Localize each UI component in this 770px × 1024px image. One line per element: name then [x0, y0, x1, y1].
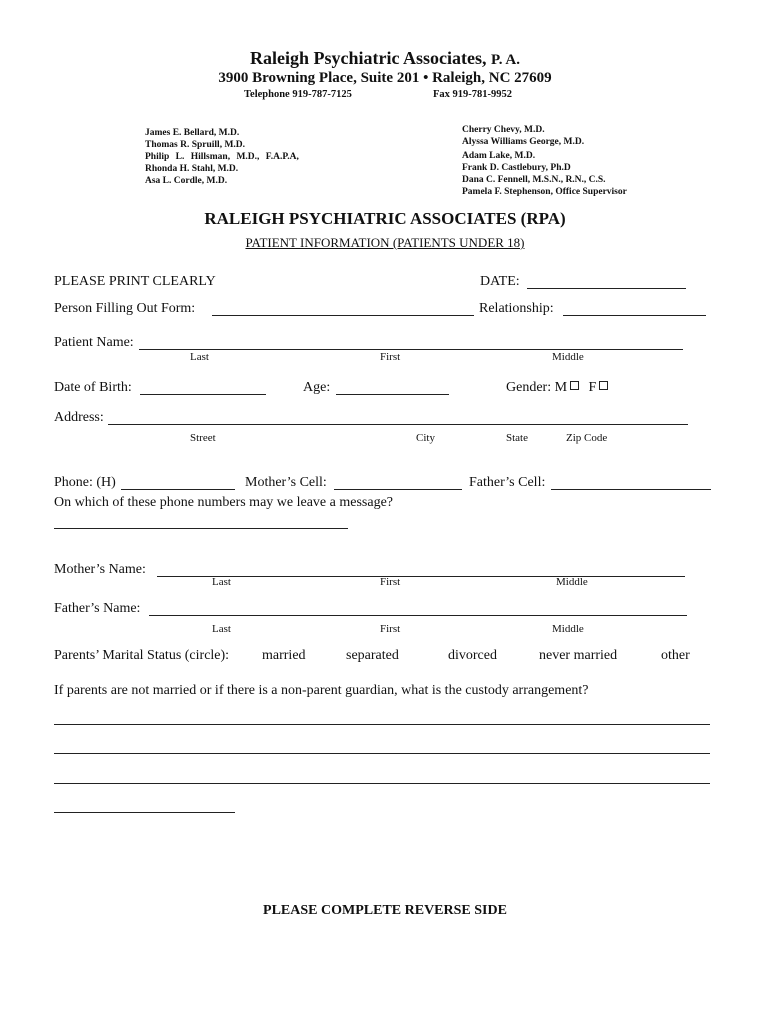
dob-label: Date of Birth:	[54, 380, 132, 395]
doctor-name: Pamela F. Stephenson, Office Supervisor	[462, 187, 627, 197]
relationship-field[interactable]	[563, 315, 706, 316]
city-caption: City	[416, 432, 435, 444]
father-middle-caption: Middle	[552, 623, 584, 635]
gender-m-checkbox[interactable]	[570, 381, 579, 390]
doctor-name: Thomas R. Spruill, M.D.	[145, 140, 246, 150]
doctor-name: Adam Lake, M.D.	[462, 151, 536, 161]
marital-status-label: Parents’ Marital Status (circle):	[54, 648, 230, 663]
state-caption: State	[506, 432, 528, 444]
practice-address: 3900 Browning Place, Suite 201 • Raleigh, NC 27609	[218, 70, 552, 86]
gender-f-checkbox[interactable]	[599, 381, 608, 390]
doctors-right-list	[462, 124, 627, 198]
marital-option-never-married[interactable]: never married	[539, 648, 618, 663]
patient-first-caption: First	[380, 351, 401, 363]
marital-option-other[interactable]: other	[661, 648, 690, 663]
doctor-name: Dana C. Fennell, M.S.N., R.N., C.S.	[462, 175, 606, 185]
practice-suffix: P. A.	[490, 52, 521, 68]
doctor-name: Cherry Chevy, M.D.	[462, 125, 545, 135]
fathers-name-label: Father’s Name:	[54, 601, 141, 616]
mother-last-caption: Last	[212, 576, 231, 588]
marital-option-divorced[interactable]: divorced	[448, 648, 497, 663]
mothers-cell-field[interactable]	[334, 489, 462, 490]
gender-m-label: Gender: M	[506, 380, 568, 395]
doctor-name: Rhonda H. Stahl, M.D.	[145, 164, 239, 174]
father-last-caption: Last	[212, 623, 231, 635]
mothers-name-field[interactable]	[157, 576, 685, 577]
message-question: On which of these phone numbers may we leave a message?	[54, 495, 393, 510]
street-caption: Street	[190, 432, 216, 444]
gender-group	[506, 380, 608, 396]
form-title: RALEIGH PSYCHIATRIC ASSOCIATES (RPA)	[204, 209, 566, 228]
fathers-cell-label: Father’s Cell:	[469, 475, 546, 490]
marital-option-separated[interactable]: separated	[346, 648, 399, 663]
doctor-name: Alyssa Williams George, M.D.	[462, 137, 585, 147]
custody-line-2[interactable]	[54, 753, 710, 754]
fathers-name-field[interactable]	[149, 615, 687, 616]
patient-last-caption: Last	[190, 351, 209, 363]
phone-home-label: Phone: (H)	[54, 475, 116, 490]
doctor-name: Frank D. Castlebury, Ph.D	[462, 163, 571, 173]
address-label: Address:	[54, 410, 104, 425]
mothers-cell-label: Mother’s Cell:	[245, 475, 327, 490]
patient-middle-caption: Middle	[552, 351, 584, 363]
doctor-name: James E. Bellard, M.D.	[145, 128, 240, 138]
dob-field[interactable]	[140, 394, 266, 395]
telephone: Telephone 919-787-7125	[244, 89, 352, 100]
practice-name	[0, 48, 770, 69]
patient-name-label: Patient Name:	[54, 335, 134, 350]
zip-caption: Zip Code	[566, 432, 608, 444]
custody-line-1[interactable]	[54, 724, 710, 725]
custody-line-4[interactable]	[54, 812, 235, 813]
custody-question: If parents are not married or if there is a non-parent guardian, what is the custody arrangement?	[54, 683, 589, 698]
message-phone-field[interactable]	[54, 528, 348, 529]
person-filling-label: Person Filling Out Form:	[54, 301, 196, 316]
father-first-caption: First	[380, 623, 401, 635]
relationship-label: Relationship:	[479, 301, 554, 316]
mother-middle-caption: Middle	[556, 576, 588, 588]
marital-option-married[interactable]: married	[262, 648, 306, 663]
form-subtitle: PATIENT INFORMATION (PATIENTS UNDER 18)	[245, 235, 525, 250]
print-clearly: PLEASE PRINT CLEARLY	[54, 274, 216, 289]
fathers-cell-field[interactable]	[551, 489, 711, 490]
footer-instruction: PLEASE COMPLETE REVERSE SIDE	[263, 903, 507, 918]
practice-name-text: Raleigh Psychiatric Associates,	[249, 48, 487, 68]
doctor-name: Philip L. Hillsman, M.D., F.A.P.A,	[145, 152, 299, 162]
address-field[interactable]	[108, 424, 688, 425]
doctors-left-list	[145, 127, 299, 187]
age-label: Age:	[303, 380, 331, 395]
date-label: DATE:	[480, 274, 520, 289]
gender-f-label: F	[588, 380, 597, 395]
fax: Fax 919-781-9952	[433, 89, 513, 100]
phone-home-field[interactable]	[121, 489, 235, 490]
custody-line-3[interactable]	[54, 783, 710, 784]
patient-name-field[interactable]	[139, 349, 683, 350]
age-field[interactable]	[336, 394, 449, 395]
person-filling-field[interactable]	[212, 315, 474, 316]
mothers-name-label: Mother’s Name:	[54, 562, 146, 577]
date-field[interactable]	[527, 288, 686, 289]
mother-first-caption: First	[380, 576, 401, 588]
doctor-name: Asa L. Cordle, M.D.	[145, 176, 228, 186]
